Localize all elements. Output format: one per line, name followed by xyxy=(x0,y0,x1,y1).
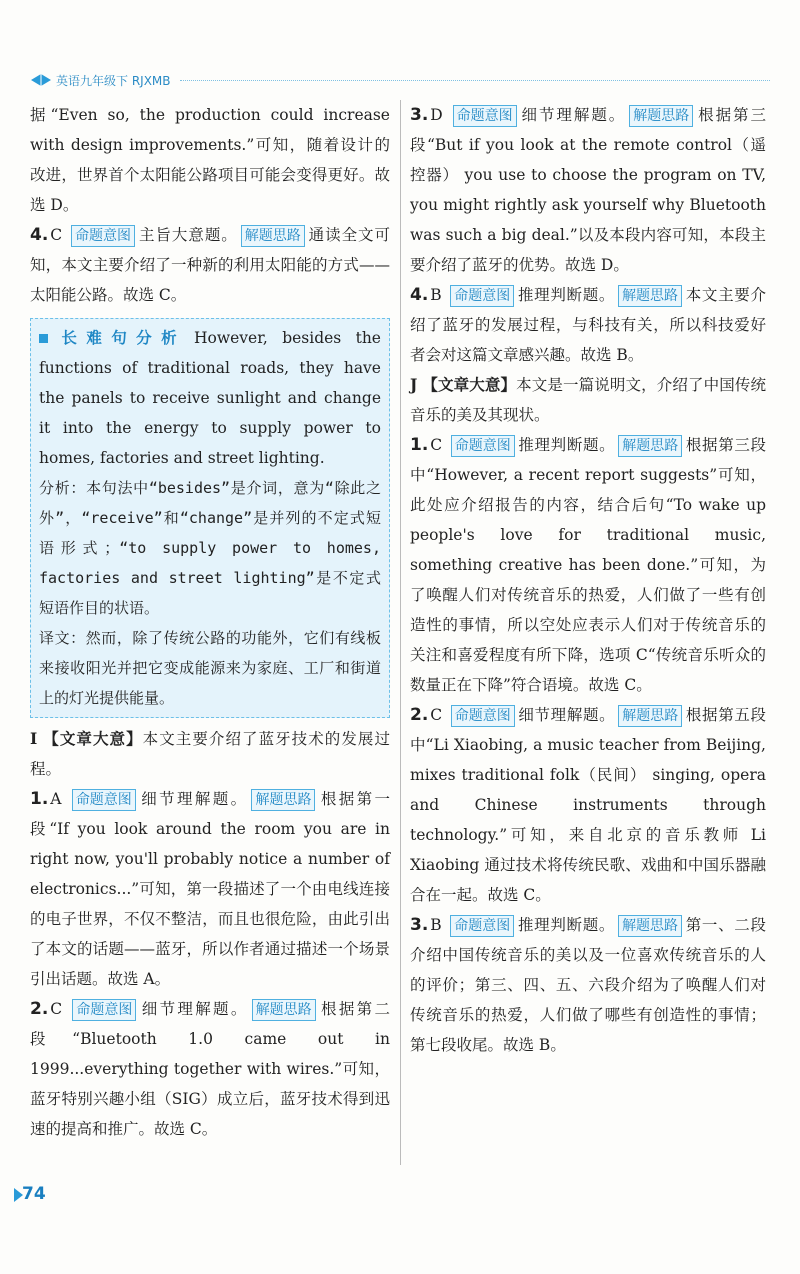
header-rule xyxy=(180,80,770,81)
section-i-summary xyxy=(30,724,390,784)
page-header xyxy=(30,68,770,92)
approach-tag: 解题思路 xyxy=(241,225,305,247)
intent-tag: 命题意图 xyxy=(72,999,136,1021)
section-label: J xyxy=(410,375,418,394)
answer-letter: B xyxy=(430,916,442,934)
intent-tag: 命题意图 xyxy=(71,225,135,247)
explanation-text: 通读全文可知，本文主要介绍了一种新的利用太阳能的方式——太阳能公路。故选 C。 xyxy=(30,226,390,304)
answer-letter: A xyxy=(50,790,62,808)
summary-tag: 【文章大意】 xyxy=(43,729,143,748)
question-number: 4. xyxy=(30,225,49,245)
question-j1 xyxy=(410,430,766,700)
explanation-text: 第一、二段介绍中国传统音乐的美以及一位喜欢传统音乐的人的评价；第三、四、五、六段介绍为了唤醒人们对传统音乐的热爱，人们做了哪些有创造性的事情；第七段收尾。故选 B。 xyxy=(410,916,766,1054)
approach-tag: 解题思路 xyxy=(629,105,693,127)
header-title: 英语九年级下 RJXMB xyxy=(56,74,171,88)
intent-tag: 命题意图 xyxy=(453,105,517,127)
question-type: 细节理解题。 xyxy=(138,790,249,808)
question-number: 3. xyxy=(410,915,429,935)
approach-tag: 解题思路 xyxy=(251,789,315,811)
intent-tag: 命题意图 xyxy=(451,435,515,457)
intent-tag: 命题意图 xyxy=(450,915,514,937)
question-number: 4. xyxy=(410,285,429,305)
question-number: 2. xyxy=(30,999,49,1019)
question-type: 细节理解题。 xyxy=(519,106,627,124)
section-j-summary xyxy=(410,370,766,430)
book-logo-icon xyxy=(30,70,52,88)
analyzed-sentence: However, besides the functions of traditional roads, they have the panels to receive sunlight and change it into the energy to supply power to homes, factories and street lighting. xyxy=(39,329,381,467)
question-i2 xyxy=(30,994,390,1144)
question-j3 xyxy=(410,910,766,1060)
sentence-translation: 译文：然而，除了传统公路的功能外，它们有线板来接收阳光并把它变成能源来为家庭、工厂和街道上的灯光提供能量。 xyxy=(39,629,381,707)
question-type: 推理判断题。 xyxy=(517,436,616,454)
question-j2 xyxy=(410,700,766,910)
question-type: 细节理解题。 xyxy=(517,706,616,724)
question-type: 主旨大意题。 xyxy=(138,226,238,244)
explanation-text: 根据第五段中“Li Xiaobing, a music teacher from Beijing, mixes traditional folk（民间） singing, opera and Chinese instruments through technology.”可知，来自北京的音乐教师 Li Xiaobing 通过技术将传统民歌、戏曲和中国乐器融合在一起。故选 C。 xyxy=(410,706,766,904)
approach-tag: 解题思路 xyxy=(618,915,682,937)
column-divider xyxy=(400,100,401,1165)
explanation-text: 根据第一段“If you look around the room you are in right now, you'll probably notice a number of electronics...”可知，第一段描述了一个由电线连接的电子世界，不仅不整洁，而且也很危险，由此引出了本文的话题——蓝牙，所以作者通过描述一个场景引出话题。故选 A。 xyxy=(30,790,390,988)
question-number: 1. xyxy=(410,435,429,455)
question-number: 2. xyxy=(410,705,429,725)
section-label: I xyxy=(30,729,38,748)
long-sentence-analysis-box xyxy=(30,318,390,718)
intent-tag: 命题意图 xyxy=(72,789,136,811)
question-number: 1. xyxy=(30,789,49,809)
intent-tag: 命题意图 xyxy=(451,705,515,727)
approach-tag: 解题思路 xyxy=(252,999,316,1021)
approach-tag: 解题思路 xyxy=(618,285,682,307)
answer-letter: B xyxy=(430,286,442,304)
answer-letter: D xyxy=(430,106,443,124)
explanation-text: 根据第二段“Bluetooth 1.0 came out in 1999...everything together with wires.”可知，蓝牙特别兴趣小组（SIG）成立后，蓝牙技术得到迅速的提高和推广。故选 C。 xyxy=(30,1000,390,1138)
box-title: 长难句分析 xyxy=(52,329,186,347)
explanation-text: 根据第三段中“However, a recent report suggests”可知，此处应介绍报告的内容，结合后句“To wake up people's love for traditional music, something creative has been done.”可知，为了唤醒人们对传统音乐的热爱，人们做了一些有创造性的事情，所以空处应表示人们对于传统音乐的关注和喜爱程度有所下降，选项 C“传统音乐听众的数量正在下降”符合语境。故选 C。 xyxy=(410,436,766,694)
question-i1 xyxy=(30,784,390,994)
answer-letter: C xyxy=(50,1000,63,1018)
page-number: 74 xyxy=(22,1184,46,1204)
question-number: 3. xyxy=(410,105,429,125)
intent-tag: 命题意图 xyxy=(450,285,514,307)
explanation-text: 本文主要介绍了蓝牙的发展过程，与科技有关，所以科技爱好者会对这篇文章感兴趣。故选 B。 xyxy=(410,286,766,364)
summary-text: 本文主要介绍了蓝牙技术的发展过程。 xyxy=(30,730,390,778)
question-i3 xyxy=(410,100,766,280)
question-type: 推理判断题。 xyxy=(517,916,616,934)
summary-text: 本文是一篇说明文，介绍了中国传统音乐的美及其现状。 xyxy=(410,376,766,424)
sentence-analysis: 分析：本句法中“besides”是介词，意为“除此之外”，“receive”和“change”是并列的不定式短语形式；“to supply power to homes, factories and street lighting”是不定式短语作目的状语。 xyxy=(39,479,381,617)
box-marker-icon xyxy=(39,334,48,343)
question-type: 推理判断题。 xyxy=(517,286,616,304)
left-column xyxy=(30,100,390,1144)
answer-letter: C xyxy=(430,706,443,724)
continuation-text: 据“Even so, the production could increase with design improvements.”可知，随着设计的改进，世界首个太阳能公路项目可能会变得更好。故选 D。 xyxy=(30,106,390,214)
question-type: 细节理解题。 xyxy=(139,1000,249,1018)
right-column xyxy=(410,100,766,1060)
answer-letter: C xyxy=(430,436,443,454)
approach-tag: 解题思路 xyxy=(618,435,682,457)
summary-tag: 【文章大意】 xyxy=(422,375,517,394)
question-i4 xyxy=(410,280,766,370)
approach-tag: 解题思路 xyxy=(618,705,682,727)
question-4 xyxy=(30,220,390,310)
answer-letter: C xyxy=(50,226,63,244)
explanation-text: 根据第三段“But if you look at the remote control（遥控器） you use to choose the program on TV, you might rightly ask yourself why Bluetooth was such a big deal.”以及本段内容可知，本段主要介绍了蓝牙的优势。故选 D。 xyxy=(410,106,766,274)
